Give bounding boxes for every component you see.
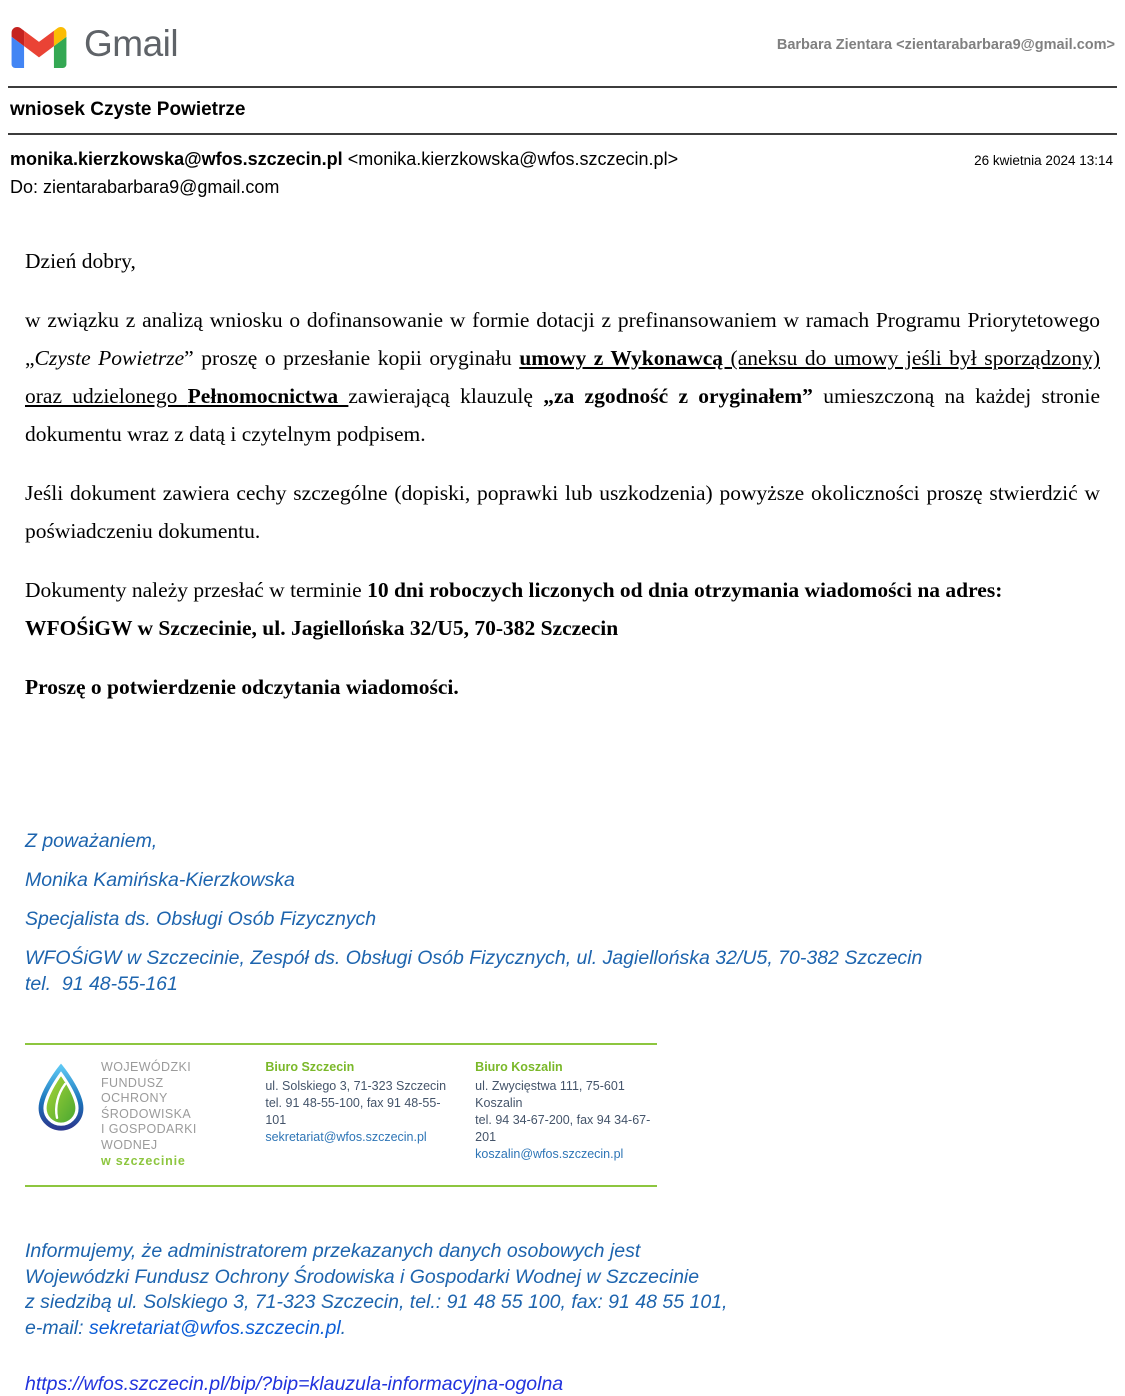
paragraph-request [25,301,1100,453]
signature-phone: tel. 91 48-55-161 [25,973,178,995]
org-city-line: w szczecinie [101,1154,186,1168]
water-drop-leaf-icon [33,1062,89,1132]
signature-title: Specjalista ds. Obsługi Osób Fizycznych [25,908,377,930]
privacy-clause-link[interactable]: https://wfos.szczecin.pl/bip/?bip=klauzula-informacyjna-ogolna [25,1373,564,1395]
email-subject: wniosek Czyste Powietrze [10,99,246,120]
office-phone: tel. 94 34-67-200, fax 94 34-67-201 [475,1113,651,1144]
print-header [0,0,1125,68]
office-name: Biuro Koszalin [475,1060,563,1074]
from-row [0,135,1125,170]
disclaimer-line: Informujemy, że administratorem przekazanych danych osobowych jest [25,1240,641,1262]
poa-emphasis: Pełnomocnictwa [187,384,349,408]
office-phone: tel. 91 48-55-100, fax 91 48-55-101 [265,1096,441,1127]
deadline-text: Dokumenty należy przesłać w terminie [25,578,368,602]
email-body [25,242,1100,706]
signature-block [25,828,1100,997]
p2-text: zawierającą klauzulę [348,384,544,408]
office-email-row [265,1129,447,1146]
wfos-footer-inner [33,1060,657,1169]
org-name-line: I GOSPODARKI WODNEJ [101,1122,197,1152]
sender-email-full: <monika.kierzkowska@wfos.szczecin.pl> [342,149,679,169]
contract-emphasis: umowy z Wykonawcą [519,346,731,370]
deadline-emphasis: 10 dni roboczych liczonych od dnia otrzymania wiadomości na adres: [367,578,1003,602]
annex-underline: (aneksu do umowy jeśli był sporządzony) oraz udzielonego [25,346,1101,408]
office-address: ul. Zwycięstwa 111, 75-601 Koszalin [475,1079,625,1110]
org-name-line: OCHRONY ŚRODOWISKA [101,1091,192,1121]
office-szczecin [265,1060,447,1146]
org-name-line: WOJEWÓDZKI FUNDUSZ [101,1060,192,1090]
gmail-m-icon [8,20,70,68]
paragraph-deadline [25,571,1100,647]
disclaimer-line: Wojewódzki Fundusz Ochrony Środowiska i Gospodarki Wodnej w Szczecinie [25,1265,700,1288]
signature-closing: Z poważaniem, [25,830,158,852]
disclaimer-line [25,1317,346,1339]
disclaimer-email-link[interactable]: sekretariat@wfos.szczecin.pl [88,1316,341,1339]
wfos-footer-card [25,1043,657,1187]
office-name: Biuro Szczecin [265,1060,355,1074]
office-koszalin [475,1060,657,1163]
subject-row [0,88,1125,133]
signature-org [25,945,1100,997]
read-receipt-request: Proszę o potwierdzenie odczytania wiadomości. [25,675,459,699]
office-address: ul. Solskiego 3, 71-323 Szczecin [265,1079,447,1093]
greeting: Dzień dobry, [25,249,136,273]
disclaimer-email-prefix: e-mail: [25,1316,89,1339]
recipient-line: Do: zientarabarbara9@gmail.com [10,177,280,197]
p2-text: umieszczoną na każdej stronie dokumentu wraz z datą i czytelnym podpisem. [25,384,1100,446]
disclaimer-line: z siedzibą ul. Solskiego 3, 71-323 Szczecin, tel.: 91 48 55 100, fax: 91 48 55 101, [25,1291,728,1313]
email-date: 26 kwietnia 2024 13:14 [974,153,1113,168]
sender-email: monika.kierzkowska@wfos.szczecin.pl [10,149,343,169]
office-email-link[interactable]: koszalin@wfos.szczecin.pl [475,1147,624,1161]
wfos-org-name [101,1060,237,1169]
office-email-row [475,1146,657,1163]
program-name: Czyste Powietrze [34,346,185,370]
gmail-wordmark: Gmail [84,23,179,64]
sender-line [10,149,678,170]
p2-text: w związku z analizą wniosku o dofinansowanie w formie dotacji z prefinansowaniem w ramach Programu Priorytetowego „ [25,308,1100,370]
office-email-link[interactable]: sekretariat@wfos.szczecin.pl [265,1130,427,1144]
p2-text: ” proszę o przesłanie kopii oryginału [184,346,520,370]
gmail-logo [8,20,178,68]
account-owner: Barbara Zientara <zientarabarbara9@gmail.com> [776,37,1115,53]
paragraph-special-features: Jeśli dokument zawiera cechy szczególne (dopiski, poprawki lub uszkodzenia) powyższe okoliczności proszę stwierdzić w poświadczeniu dokumentu. [25,481,1100,543]
gdpr-disclaimer [25,1239,1100,1341]
clause-emphasis: „za zgodność z oryginałem” [543,384,813,408]
signature-org-line: WFOŚiGW w Szczecinie, Zespół ds. Obsługi Osób Fizycznych, ul. Jagiellońska 32/U5, 70-382 Szczecin [25,947,923,969]
disclaimer-email-suffix: . [340,1316,347,1339]
mailing-address: WFOŚiGW w Szczecinie, ul. Jagiellońska 32/U5, 70-382 Szczecin [25,616,619,640]
signature-name: Monika Kamińska-Kierzkowska [25,869,295,891]
